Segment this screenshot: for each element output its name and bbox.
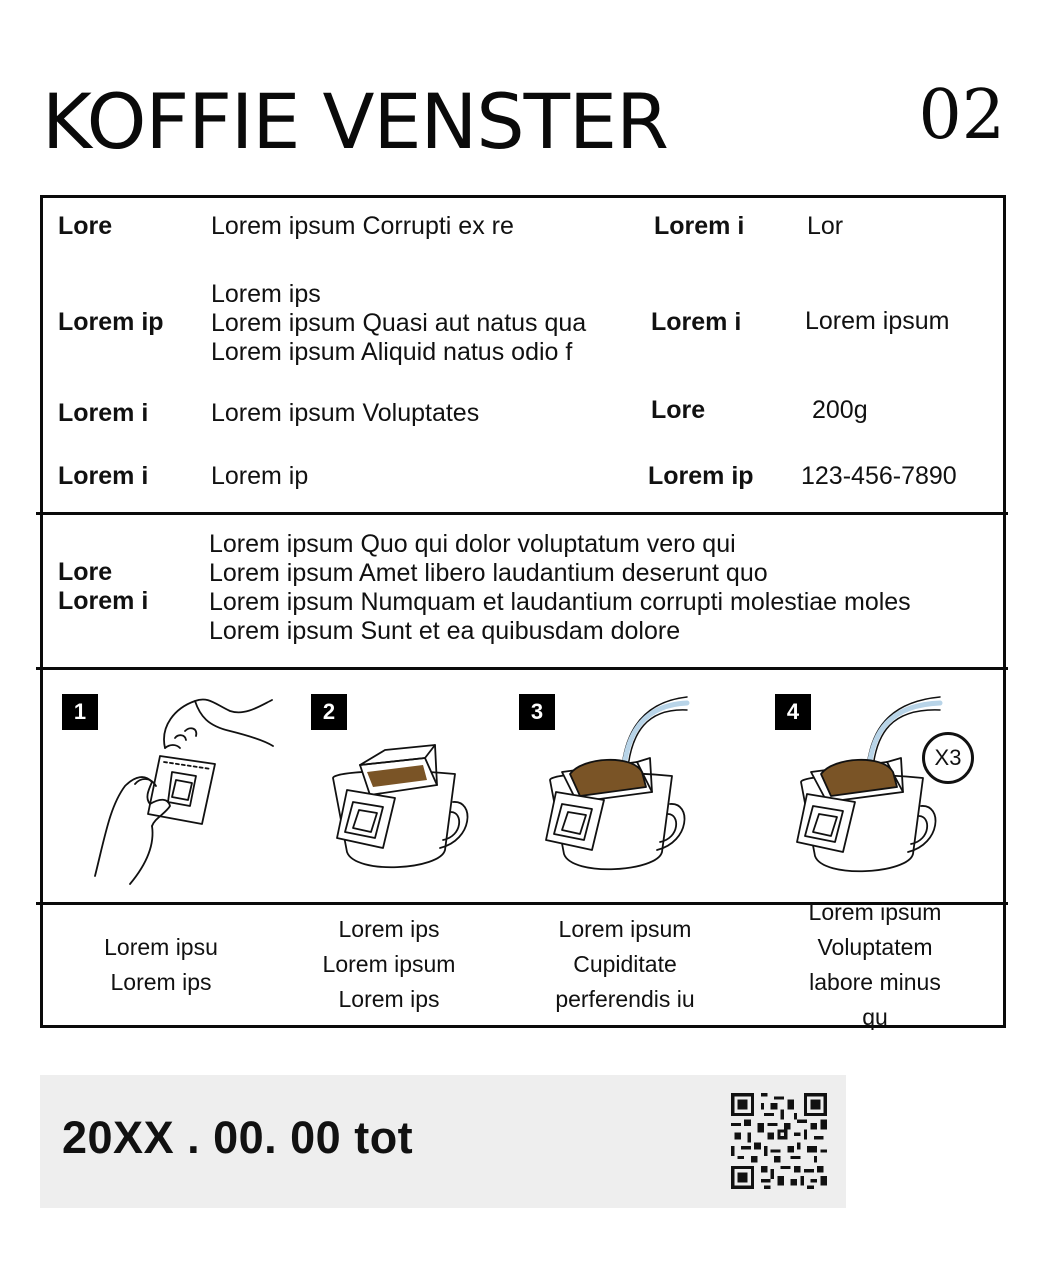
caption-line: Cupiditate — [573, 951, 677, 977]
caption-line: Lorem ipsum — [808, 899, 942, 925]
step-4-caption — [760, 895, 990, 1035]
expiry-date: 20XX . 00. 00 tot — [62, 1112, 414, 1163]
notes-labels — [58, 558, 148, 616]
info-row4-label2: Lorem ip — [648, 462, 754, 490]
caption-line: qu — [862, 1004, 888, 1030]
notes-line: Lorem ipsum Sunt et ea quibusdam dolore — [209, 617, 681, 645]
step-2-badge: 2 — [311, 694, 347, 730]
step-2-caption — [274, 912, 504, 1017]
notes-label: Lore — [58, 558, 113, 586]
step-4-badge: 4 — [775, 694, 811, 730]
info-row2-line: Lorem ipsum Quasi aut natus qua — [211, 309, 587, 337]
info-row2-value2: Lorem ipsum — [805, 307, 950, 335]
caption-line: Voluptatem — [817, 934, 933, 960]
caption-line: Lorem ipsum — [558, 916, 692, 942]
info-row2-line: Lorem ips — [211, 280, 321, 308]
notes-label: Lorem i — [58, 587, 149, 615]
info-row3-label2: Lore — [651, 396, 706, 424]
step-3-caption — [510, 912, 740, 1017]
notes-line: Lorem ipsum Quo qui dolor voluptatum vero qui — [209, 530, 736, 558]
info-row2-lines — [211, 280, 586, 367]
info-row2-line: Lorem ipsum Aliquid natus odio f — [211, 338, 573, 366]
divider-notes-steps — [36, 667, 1008, 670]
notes-line: Lorem ipsum Amet libero laudantium deserunt quo — [209, 559, 768, 587]
info-row3-value2: 200g — [812, 396, 868, 424]
info-row2-label2: Lorem i — [651, 308, 742, 336]
page-title: KOFFIE VENSTER — [42, 77, 668, 166]
caption-line: Lorem ips — [338, 916, 440, 942]
info-row1-label2: Lorem i — [654, 212, 745, 240]
info-row4-value: Lorem ip — [211, 462, 309, 490]
info-row1-value: Lorem ipsum Corrupti ex re — [211, 212, 514, 240]
info-row3-label: Lorem i — [58, 399, 149, 427]
caption-line: perferendis iu — [555, 986, 695, 1012]
notes-line: Lorem ipsum Numquam et laudantium corrupti molestiae moles — [209, 588, 911, 616]
repeat-badge — [922, 732, 974, 784]
step-1-badge: 1 — [62, 694, 98, 730]
pouring-water-into-drip-bag-icon — [542, 692, 692, 887]
info-row4-value2: 123-456-7890 — [801, 462, 957, 490]
caption-line: Lorem ips — [110, 969, 212, 995]
pouring-water-repeat-icon — [795, 692, 945, 887]
caption-line: Lorem ips — [338, 986, 440, 1012]
info-row2-label: Lorem ip — [58, 308, 164, 336]
step-3-badge: 3 — [519, 694, 555, 730]
notes-lines — [209, 530, 911, 646]
caption-line: Lorem ipsum — [322, 951, 456, 977]
info-row4-label: Lorem i — [58, 462, 149, 490]
qr-code-icon — [731, 1093, 827, 1189]
page-number: 02 — [918, 76, 1005, 155]
info-row1-value2: Lor — [807, 212, 844, 240]
hand-opening-drip-bag-icon — [90, 686, 275, 886]
info-row1-label: Lore — [58, 212, 113, 240]
step-1-caption — [46, 930, 276, 1000]
drip-bag-on-cup-icon — [325, 740, 475, 885]
caption-line: labore minus — [809, 969, 941, 995]
divider-info-notes — [36, 512, 1008, 515]
caption-line: Lorem ipsu — [104, 934, 218, 960]
repeat-badge-label: X3 — [934, 745, 962, 770]
info-row3-value: Lorem ipsum Voluptates — [211, 399, 480, 427]
